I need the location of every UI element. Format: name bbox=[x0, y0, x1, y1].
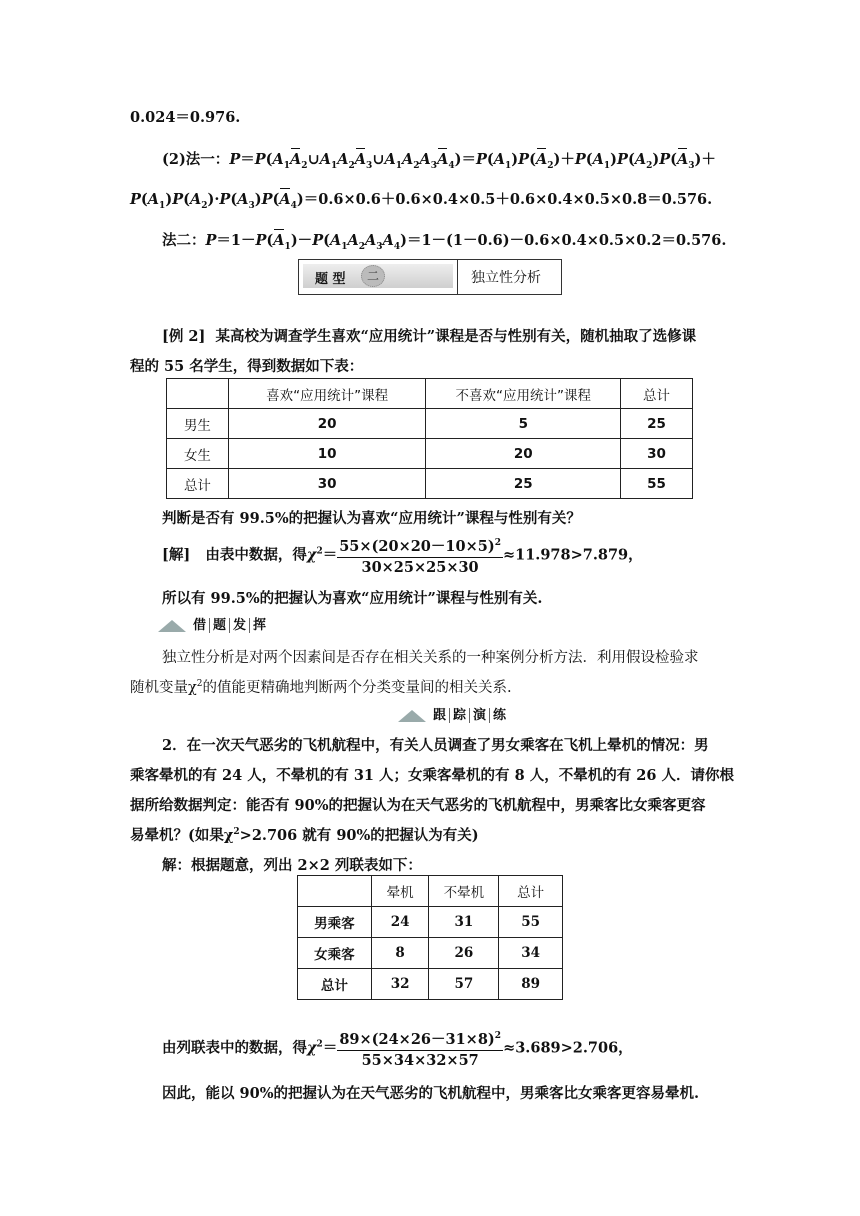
final-fraction: $\frac{89\times(24\times 26-31\times 8)^2}{55\times 34\times 32\times 57}$ bbox=[337, 1028, 503, 1069]
solution-result: ≈11.978>7.879， bbox=[502, 546, 643, 564]
table1-cell: 30 bbox=[621, 439, 693, 469]
method-two-label: 法二： bbox=[162, 232, 206, 249]
final-result: ≈3.689>2.706， bbox=[503, 1039, 633, 1057]
table2-cell: 男乘客 bbox=[298, 907, 372, 938]
section-title: 独立性分析 bbox=[471, 270, 541, 286]
fraction-denominator: 55×34×32×57 bbox=[361, 1052, 479, 1069]
triangle-icon bbox=[398, 710, 426, 722]
table1-cell: 20 bbox=[228, 409, 426, 439]
table1-cell: 5 bbox=[426, 409, 621, 439]
table2-header-cell bbox=[298, 876, 372, 907]
data-table-1 bbox=[166, 378, 693, 499]
example-text-1: 某高校为调查学生喜欢“应用统计”课程是否与性别有关，随机抽取了选修课 bbox=[215, 328, 697, 345]
section-tag bbox=[303, 264, 453, 288]
method-one-label: (2)法一： bbox=[162, 151, 230, 168]
contingency-table bbox=[297, 875, 563, 1000]
table1-cell: 10 bbox=[228, 439, 426, 469]
heading-char: 练 bbox=[493, 708, 507, 723]
table-row bbox=[298, 907, 563, 938]
jieti-paragraph-2: 随机变量$\chi^2$的值能更精确地判断两个分类变量间的相关关系. bbox=[130, 679, 512, 696]
table2-header-cell: 不晕机 bbox=[429, 876, 499, 907]
table1-cell: 25 bbox=[426, 469, 621, 499]
jieti-p2-start: 随机变量χ bbox=[130, 680, 197, 696]
table-row bbox=[167, 469, 693, 499]
table-row bbox=[298, 938, 563, 969]
final-conclusion: 因此，能以 90%的把握认为在天气恶劣的飞机航程中，男乘客比女乘客更容易晕机. bbox=[162, 1085, 700, 1102]
table-row bbox=[298, 969, 563, 1000]
table1-cell: 55 bbox=[621, 469, 693, 499]
problem2-solution-intro: 解：根据题意，列出 2×2 列联表如下： bbox=[162, 857, 422, 874]
heading-char: 踪 bbox=[450, 708, 470, 723]
example-line-1 bbox=[162, 325, 696, 346]
problem2-line-4: 易晕机？(如果$\chi^2>2.706$ 就有 90%的把握认为有关) bbox=[130, 827, 479, 844]
table-row bbox=[167, 439, 693, 469]
solution-label: [解] bbox=[162, 546, 191, 564]
text-line-1: 0.024＝0.976. bbox=[130, 109, 241, 126]
heading-char: 发 bbox=[230, 618, 250, 633]
table2-cell: 总计 bbox=[298, 969, 372, 1000]
solution-text: 由表中数据，得 bbox=[205, 546, 307, 564]
table-row bbox=[167, 409, 693, 439]
table1-cell: 女生 bbox=[167, 439, 229, 469]
table2-cell: 55 bbox=[499, 907, 563, 938]
section-divider bbox=[457, 260, 458, 294]
table1-cell: 总计 bbox=[167, 469, 229, 499]
text-line-4: 法二：$P=1-P(A_1)-P(A_1A_2A_3A_4)=1-(1-0.6)-0.6\times 0.4\times 0.5\times 0.2=0.576$. bbox=[162, 232, 727, 252]
final-line: 由列联表中的数据，得$\chi^2=$ $\frac{89\times(24\times 26-31\times 8)^2}{55\times 34\times 32\times 57}$ ≈3.689>2.706， bbox=[162, 1028, 633, 1069]
fraction-numerator: 89×(24×26－31×8) bbox=[339, 1031, 495, 1048]
table2-cell: 32 bbox=[371, 969, 429, 1000]
triangle-icon bbox=[158, 620, 186, 632]
table1-cell: 男生 bbox=[167, 409, 229, 439]
jieti-heading bbox=[158, 614, 269, 633]
table2-cell: 31 bbox=[429, 907, 499, 938]
table2-cell: 女乘客 bbox=[298, 938, 372, 969]
text-line-2: (2)法一：$P=P(A_1A_2\cup A_1A_2A_3\cup A_1A_2A_3A_4)=P(A_1)P(A_2)+P(A_1)P(A_2)P(A_3)+$ bbox=[162, 151, 716, 171]
chi-square-fraction: $\frac{55\times(20\times 20-10\times 5)^2}{30\times 25\times 25\times 30}$ bbox=[337, 535, 503, 576]
heading-char: 挥 bbox=[253, 618, 267, 633]
fraction-numerator: 55×(20×20－10×5) bbox=[339, 538, 495, 555]
table2-header-cell: 总计 bbox=[499, 876, 563, 907]
problem2-line-4-start: 易晕机？(如果χ bbox=[130, 827, 234, 844]
section-header bbox=[298, 259, 562, 295]
problem2-line-1: 2．在一次天气恶劣的飞机航程中，有关人员调查了男女乘客在飞机上晕机的情况：男 bbox=[162, 737, 709, 754]
fraction-denominator: 30×25×25×30 bbox=[361, 559, 479, 576]
method-one-result: ＝0.6×0.6＋0.6×0.4×0.5＋0.6×0.4×0.5×0.8＝0.576. bbox=[303, 191, 713, 208]
chi-symbol: χ bbox=[307, 1039, 317, 1057]
example-question: 判断是否有 99.5%的把握认为喜欢“应用统计”课程与性别有关？ bbox=[162, 510, 581, 527]
genzong-heading bbox=[398, 704, 509, 723]
table1-header-cell: 喜欢“应用统计”课程 bbox=[228, 379, 426, 409]
table2-cell: 57 bbox=[429, 969, 499, 1000]
method-two-result: ＝1－(1－0.6)－0.6×0.4×0.5×0.2＝0.576. bbox=[406, 232, 727, 249]
table2-cell: 24 bbox=[371, 907, 429, 938]
problem2-line-3: 据所给数据判定：能否有 90%的把握认为在天气恶劣的飞机航程中，男乘客比女乘客更容 bbox=[130, 797, 706, 814]
table2-header-cell: 晕机 bbox=[371, 876, 429, 907]
text-line-3: $P(A_1)P(A_2)\cdot P(A_3)P(A_4)=0.6\times 0.6+0.6\times 0.4\times 0.5+0.6\times 0.4\times 0.5\times 0.8=0.576$. bbox=[130, 191, 713, 211]
table1-cell: 25 bbox=[621, 409, 693, 439]
example-label: [例 2] bbox=[162, 328, 206, 345]
heading-char: 借 bbox=[190, 618, 210, 633]
table1-header-cell bbox=[167, 379, 229, 409]
table1-cell: 20 bbox=[426, 439, 621, 469]
heading-char: 演 bbox=[470, 708, 490, 723]
section-label: 题 型 bbox=[315, 272, 346, 287]
table1-header-cell: 不喜欢“应用统计”课程 bbox=[426, 379, 621, 409]
table2-cell: 26 bbox=[429, 938, 499, 969]
problem2-line-2: 乘客晕机的有 24 人，不晕机的有 31 人；女乘客晕机的有 8 人，不晕机的有 26 人．请你根 bbox=[130, 767, 735, 784]
jieti-paragraph-1: 独立性分析是对两个因素间是否存在相关关系的一种案例分析方法．利用假设检验求 bbox=[162, 650, 699, 666]
table2-cell: 34 bbox=[499, 938, 563, 969]
section-number-badge: 二 bbox=[361, 265, 385, 287]
jieti-p2-end: 的值能更精确地判断两个分类变量间的相关关系. bbox=[202, 680, 512, 696]
example-text-2: 程的 55 名学生，得到数据如下表： bbox=[130, 358, 364, 375]
problem2-line-4-end: >2.706 就有 90%的把握认为有关) bbox=[239, 827, 479, 844]
solution-conclusion: 所以有 99.5%的把握认为喜欢“应用统计”课程与性别有关. bbox=[162, 590, 543, 607]
heading-char: 跟 bbox=[430, 708, 450, 723]
table1-cell: 30 bbox=[228, 469, 426, 499]
chi-symbol: χ bbox=[306, 546, 317, 564]
solution-line: [解] 由表中数据，得$\chi^2=$ $\frac{55\times(20\times 20-10\times 5)^2}{30\times 25\times 25\times 30}$ ≈11.978>7.879， bbox=[162, 535, 643, 576]
heading-char: 题 bbox=[210, 618, 230, 633]
table1-header-cell: 总计 bbox=[621, 379, 693, 409]
table2-cell: 8 bbox=[371, 938, 429, 969]
table2-cell: 89 bbox=[499, 969, 563, 1000]
final-text: 由列联表中的数据，得 bbox=[162, 1039, 307, 1057]
